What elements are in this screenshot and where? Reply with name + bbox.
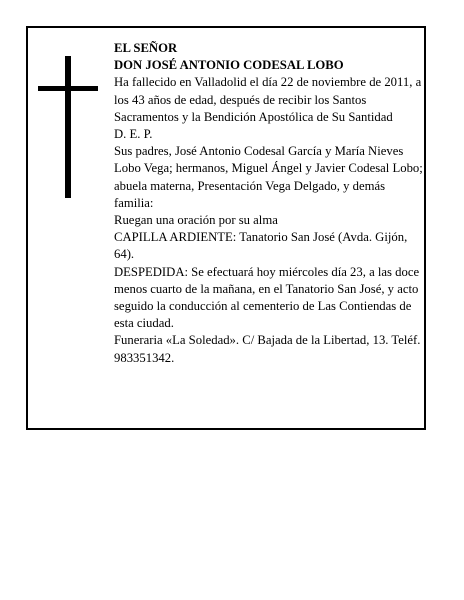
farewell-info: DESPEDIDA: Se efectuará hoy miércoles día 23, a las doce menos cuarto de la mañana, en el Tanatorio San José, y acto seguido la conducción al cementerio de Las Contiendas de esta ciudad. (114, 264, 420, 331)
rip-line: D. E. P. (114, 127, 153, 142)
cross-icon (38, 56, 98, 198)
funeral-home-info: Funeraria «La Soledad». C/ Bajada de la Libertad, 13. Teléf. 983351342. (114, 333, 421, 365)
cross-horizontal-bar (38, 86, 98, 91)
cross-vertical-bar (65, 56, 71, 198)
obituary-notice (26, 26, 426, 430)
death-announcement: Ha fallecido en Valladolid el día 22 de noviembre de 2011, a los 43 años de edad, después de recibir los Santos Sacramentos y la Bendición Apostólica de Su Santidad (114, 75, 422, 124)
chapel-info: CAPILLA ARDIENTE: Tanatorio San José (Avda. Gijón, 64). (114, 230, 408, 262)
family-list: Sus padres, José Antonio Codesal García y María Nieves Lobo Vega; hermanos, Miguel Ángel y Javier Codesal Lobo; abuela materna, Presentación Vega Delgado, y demás familia: (114, 144, 423, 210)
heading-title: EL SEÑOR (114, 41, 178, 55)
deceased-name: DON JOSÉ ANTONIO CODESAL LOBO (114, 58, 344, 73)
obituary-text (114, 40, 424, 367)
prayer-request: Ruegan una oración por su alma (114, 213, 278, 228)
